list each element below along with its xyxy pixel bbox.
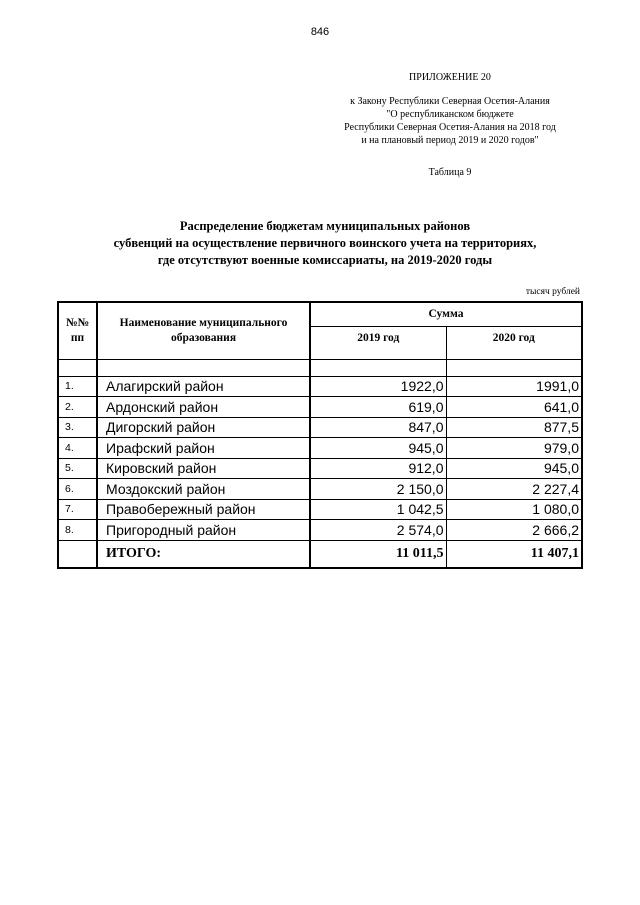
row-2019: 912,0 (310, 458, 446, 479)
row-name: Дигорский район (97, 417, 310, 438)
appendix-line: Республики Северная Осетия-Алания на 2018 год (344, 122, 556, 133)
table-row (58, 458, 582, 479)
total-2019: 11 011,5 (310, 540, 446, 568)
row-num: 6. (58, 479, 97, 500)
header-2019: 2019 год (310, 326, 446, 359)
title-line: Распределение бюджетам муниципальных районов (179, 219, 471, 233)
appendix-line: "О республиканском бюджете (386, 109, 514, 120)
row-num: 8. (58, 520, 97, 541)
row-2020: 1 080,0 (446, 499, 582, 520)
table-row (58, 417, 582, 438)
total-row (58, 540, 582, 568)
row-num: 2. (58, 397, 97, 418)
spacer-cell (446, 359, 582, 376)
table-row (58, 479, 582, 500)
row-num: 7. (58, 499, 97, 520)
row-2020: 2 227,4 (446, 479, 582, 500)
row-2019: 1922,0 (310, 376, 446, 397)
units-label: тысяч рублей (525, 287, 580, 297)
appendix-line: к Закону Республики Северная Осетия-Алания (350, 96, 550, 107)
row-name: Алагирский район (97, 376, 310, 397)
spacer-cell (58, 359, 97, 376)
title-line: где отсутствуют военные комиссариаты, на 2019-2020 годы (157, 253, 493, 267)
row-2020: 877,5 (446, 417, 582, 438)
header-sum: Сумма (310, 302, 582, 326)
table-row (58, 438, 582, 459)
header-name (97, 302, 310, 359)
total-label: ИТОГО: (97, 540, 310, 568)
subvention-table (57, 301, 583, 569)
total-2020: 11 407,1 (446, 540, 582, 568)
row-name: Правобережный район (97, 499, 310, 520)
row-num: 3. (58, 417, 97, 438)
row-num: 5. (58, 458, 97, 479)
row-name: Кировский район (97, 458, 310, 479)
spacer-cell (310, 359, 446, 376)
row-2019: 1 042,5 (310, 499, 446, 520)
row-name: Пригородный район (97, 520, 310, 541)
table-row (58, 376, 582, 397)
row-num: 1. (58, 376, 97, 397)
row-2020: 979,0 (446, 438, 582, 459)
spacer-cell (97, 359, 310, 376)
row-num: 4. (58, 438, 97, 459)
row-name: Моздокский район (97, 479, 310, 500)
table-row (58, 520, 582, 541)
row-2020: 2 666,2 (446, 520, 582, 541)
header-2020: 2020 год (446, 326, 582, 359)
page-number: 846 (310, 26, 330, 38)
row-name: Ардонский район (97, 397, 310, 418)
title-line: субвенций на осуществление первичного воинского учета на территориях, (113, 236, 537, 250)
row-2019: 945,0 (310, 438, 446, 459)
row-2019: 2 150,0 (310, 479, 446, 500)
header-num: №№ пп (58, 302, 97, 359)
row-2020: 945,0 (446, 458, 582, 479)
header-name-line: Наименование муниципального (119, 316, 288, 329)
document-title (60, 218, 590, 269)
row-2019: 847,0 (310, 417, 446, 438)
row-2020: 1991,0 (446, 376, 582, 397)
appendix-line: и на плановый период 2019 и 2020 годов" (361, 135, 539, 146)
total-num-cell (58, 540, 97, 568)
table-row (58, 397, 582, 418)
row-2019: 2 574,0 (310, 520, 446, 541)
row-2020: 641,0 (446, 397, 582, 418)
header-name-line: образования (170, 331, 237, 344)
table-label: Таблица 9 (428, 167, 472, 178)
row-name: Ирафский район (97, 438, 310, 459)
row-2019: 619,0 (310, 397, 446, 418)
table-row (58, 499, 582, 520)
appendix-label: ПРИЛОЖЕНИЕ 20 (409, 72, 491, 83)
